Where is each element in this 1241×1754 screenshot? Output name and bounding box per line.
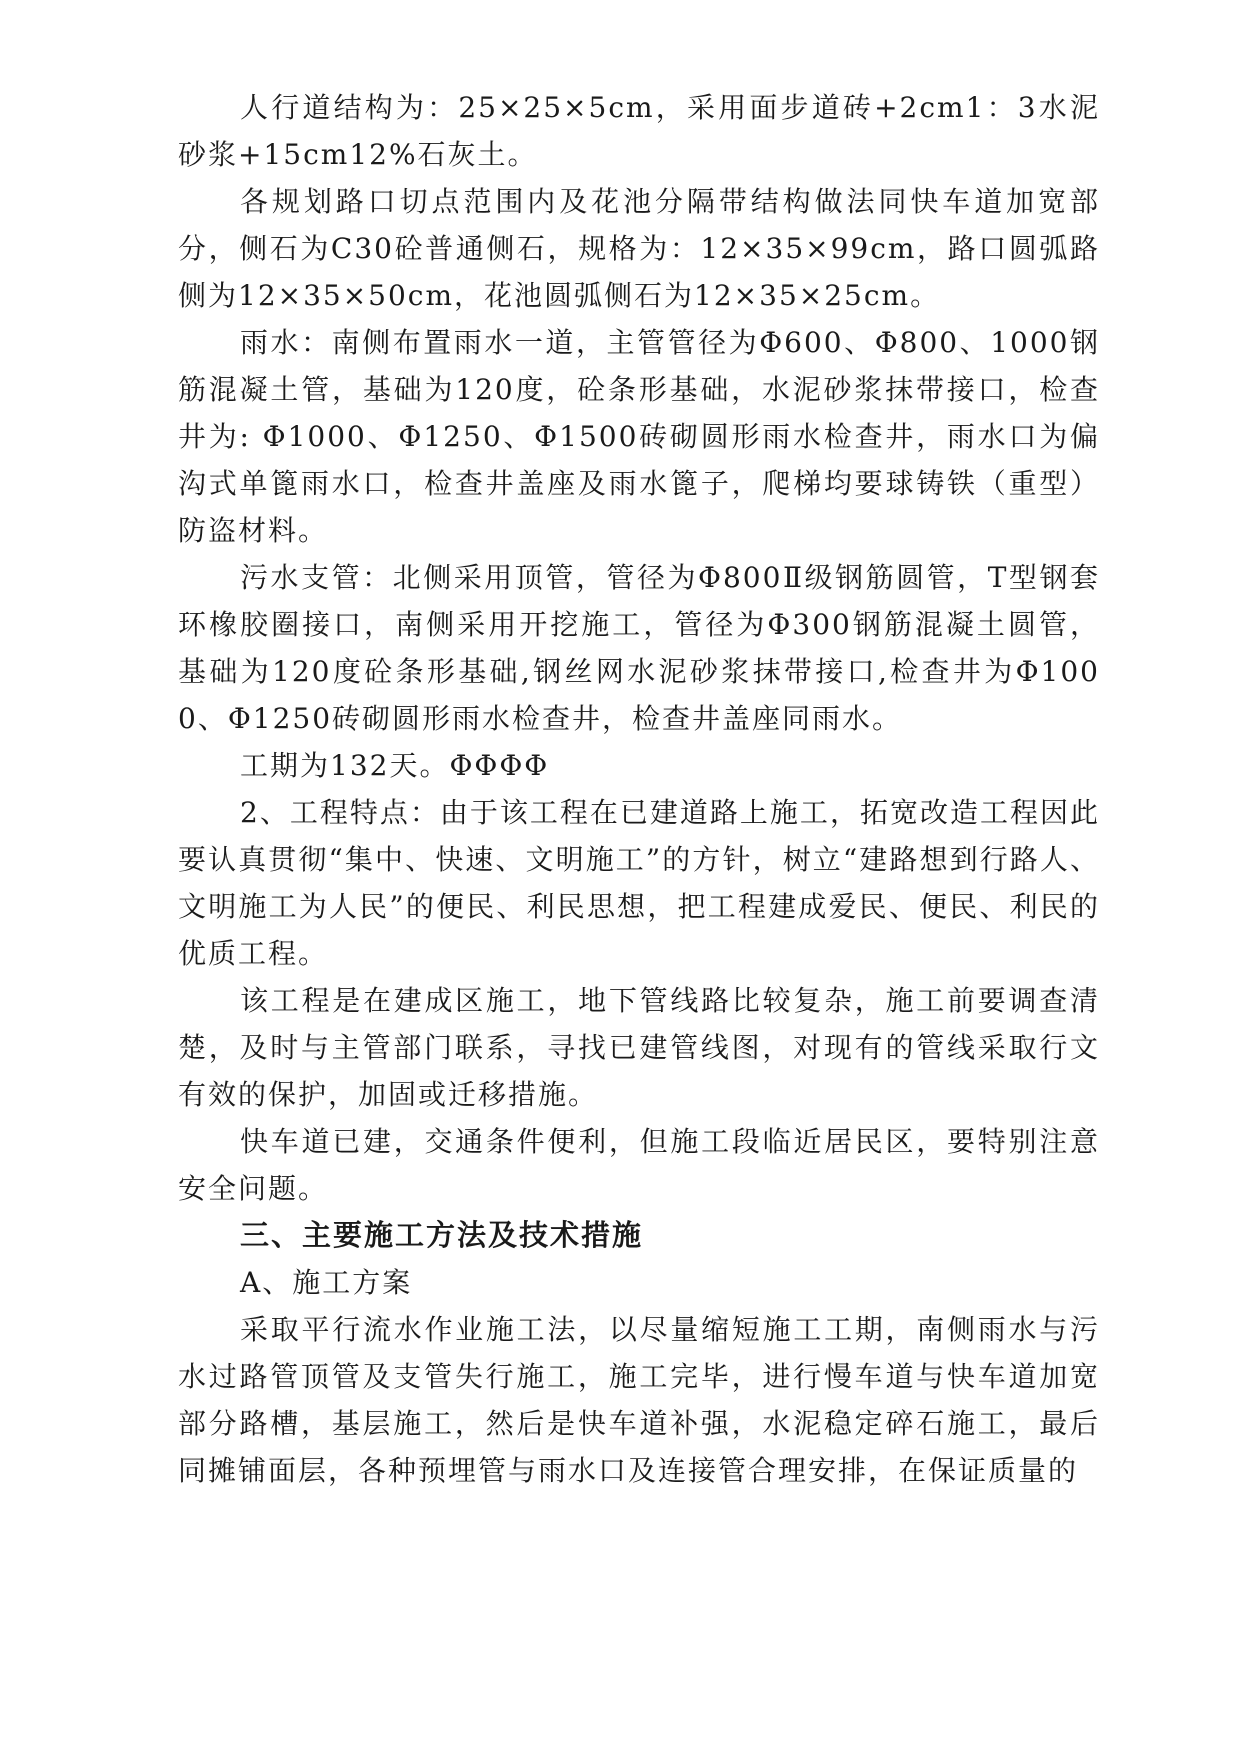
paragraph-construction-method: 采取平行流水作业施工法，以尽量缩短施工工期，南侧雨水与污水过路管顶管及支管失行施工，施工完毕，进行慢车道与快车道加宽部分路槽，基层施工，然后是快车道补强，水泥稳定碎石施工，最后同摊铺面层，各种预埋管与雨水口及连接管合理安排，在保证质量的 (178, 1313, 1100, 1487)
document-body (178, 84, 1100, 1494)
section-heading: 三、主要施工方法及技术措施 (240, 1218, 644, 1252)
paragraph-curb-specification: 各规划路口切点范围内及花池分隔带结构做法同快车道加宽部分，侧石为C30砼普通侧石，规格为：12×35×99cm，路口圆弧路侧为12×35×50cm，花池圆弧侧石为12×35×25cm。 (178, 185, 1100, 312)
paragraph-rainwater-pipes: 雨水：南侧布置雨水一道，主管管径为Φ600、Φ800、1000钢筋混凝土管，基础为120度，砼条形基础，水泥砂浆抹带接口，检查井为: Φ1000、Φ1250、Φ1500砖砌圆形雨水检查井，雨水口为偏沟式单篦雨水口，检查井盖座及雨水篦子，爬梯均要球铸铁（重型）防盗材料。 (178, 326, 1100, 547)
paragraph-project-features: 2、工程特点：由于该工程在已建道路上施工，拓宽改造工程因此要认真贯彻“集中、快速、文明施工”的方针，树立“建路想到行路人、文明施工为人民”的便民、利民思想，把工程建成爱民、便民、利民的优质工程。 (178, 796, 1100, 970)
subsection-heading: A、施工方案 (240, 1266, 413, 1299)
paragraph-construction-period: 工期为132天。ΦΦΦΦ (240, 749, 550, 782)
paragraph-underground-pipelines: 该工程是在建成区施工，地下管线路比较复杂，施工前要调查清楚，及时与主管部门联系，寻找已建管线图，对现有的管线采取行文有效的保护，加固或迁移措施。 (178, 984, 1100, 1111)
paragraph-traffic-safety: 快车道已建，交通条件便利，但施工段临近居民区，要特别注意安全问题。 (178, 1125, 1100, 1205)
paragraph-sidewalk-structure: 人行道结构为：25×25×5cm，采用面步道砖+2cm1：3水泥砂浆+15cm12%石灰土。 (178, 91, 1100, 171)
paragraph-sewage-branch-pipes: 污水支管：北侧采用顶管，管径为Φ800Ⅱ级钢筋圆管，T型钢套环橡胶圈接口，南侧采用开挖施工，管径为Φ300钢筋混凝土圆管，基础为120度砼条形基础,钢丝网水泥砂浆抹带接口,检查井为Φ1000、Φ1250砖砌圆形雨水检查井，检查井盖座同雨水。 (178, 561, 1100, 735)
